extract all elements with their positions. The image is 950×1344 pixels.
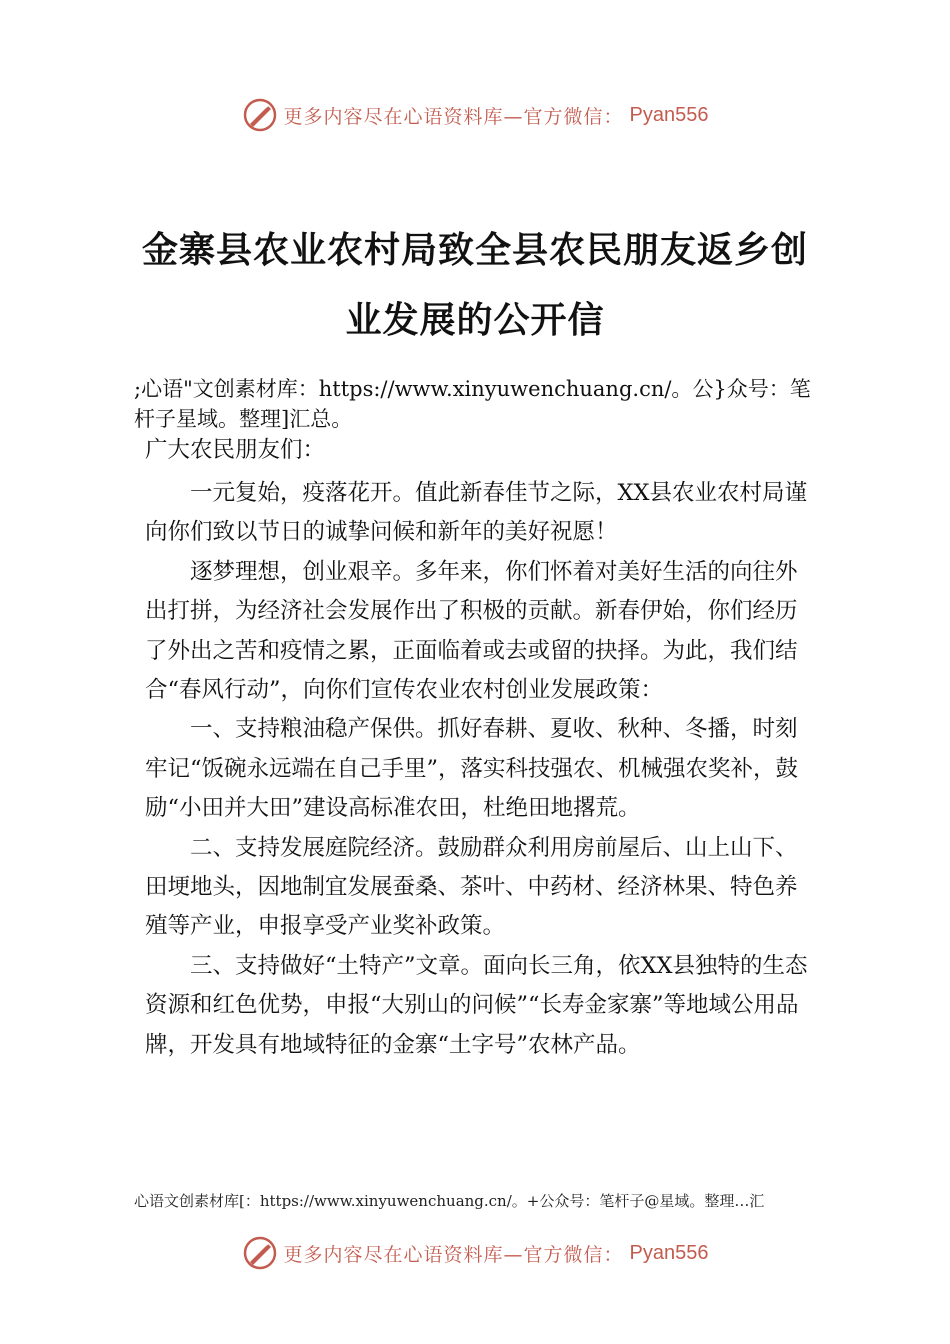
document-title-line-1: 金寨县农业农村局致全县农民朋友返乡创 [141, 229, 808, 271]
quill-logo-icon [242, 97, 278, 133]
document-title-line-2: 业发展的公开信 [345, 299, 605, 341]
source-note: ;心语"文创素材库：https://www.xinyuwenchuang.cn/。公}众号：笔杆子星域。整理]汇总。 [134, 377, 811, 431]
header-banner-text: 更多内容尽在心语资料库—官方微信： [283, 105, 624, 128]
paragraph: 三、支持做好“土特产”文章。面向长三角，依XX县独特的生态资源和红色优势，申报“大别山的问候”“长寿金家寨”等地域公用品牌，开发具有地域特征的金寨“土字号”农林产品。 [145, 952, 808, 1058]
footer-source-note: 心语文创素材库[：https://www.xinyuwenchuang.cn/。+公众号：笔杆子@星域。整理…汇 [134, 1192, 765, 1210]
paragraph: 一元复始，疫落花开。值此新春佳节之际，XX县农业农村局谨向你们致以节日的诚挚问候和新年的美好祝愿！ [145, 480, 808, 546]
paragraph: 二、支持发展庭院经济。鼓励群众利用房前屋后、山上山下、田埂地头，因地制宜发展蚕桑、茶叶、中药材、经济林果、特色养殖等产业，申报享受产业奖补政策。 [145, 834, 798, 940]
footer-banner-code: Pyan556 [629, 1241, 709, 1264]
footer-banner [0, 1228, 950, 1278]
paragraph: 逐梦理想，创业艰辛。多年来，你们怀着对美好生活的向往外出打拼，为经济社会发展作出了积极的贡献。新春伊始，你们经历了外出之苦和疫情之累，正面临着或去或留的抉择。为此，我们结合“春风行动”，向你们宣传农业农村创业发展政策： [145, 558, 798, 704]
greeting: 广大农民朋友们： [145, 437, 326, 463]
quill-logo-icon [242, 1235, 278, 1271]
footer-banner-text: 更多内容尽在心语资料库—官方微信： [283, 1243, 624, 1266]
paragraph: 一、支持粮油稳产保供。抓好春耕、夏收、秋种、冬播，时刻牢记“饭碗永远端在自己手里”，落实科技强农、机械强农奖补，鼓励“小田并大田”建设高标准农田，杜绝田地撂荒。 [145, 716, 799, 822]
letter-body [145, 474, 810, 1065]
header-banner [0, 90, 950, 140]
header-banner-code: Pyan556 [629, 103, 709, 126]
